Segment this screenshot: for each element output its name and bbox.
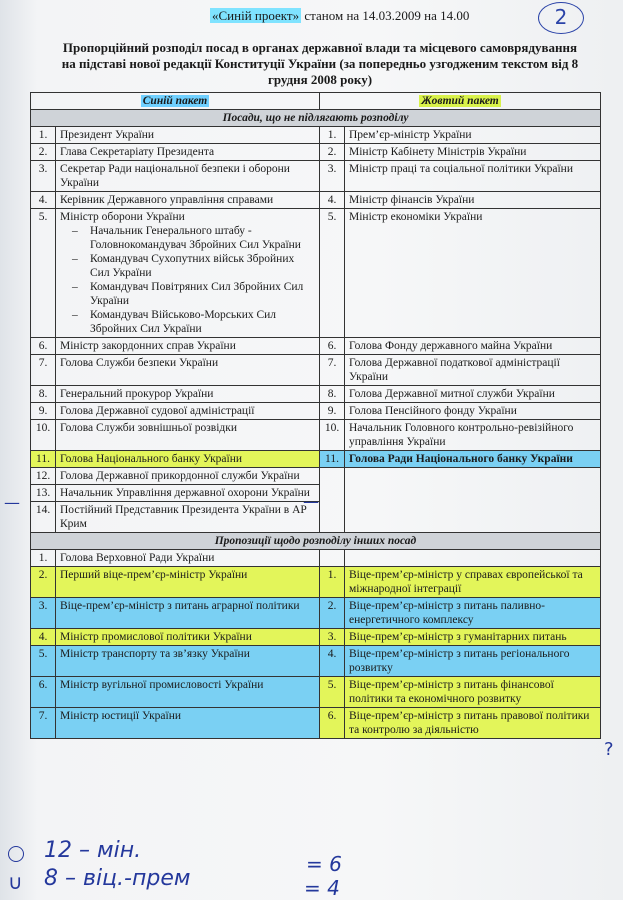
- handwritten-equals-4: = 4: [304, 876, 340, 900]
- handwritten-equals-6: = 6: [306, 852, 342, 876]
- section-not-distributed: Посади, що не підлягають розподілу: [31, 110, 601, 127]
- sub-item: – Начальник Генерального штабу - Головнокомандувач Збройних Сил України: [60, 224, 315, 252]
- table-row-highlighted: 11. Голова Національного банку України 11. Голова Ради Національного банку України: [31, 451, 601, 468]
- table-row: 14. Постійний Представник Президента України в АР Крим: [31, 502, 601, 533]
- table-row: 6. Міністр вугільної промисловості України 5. Віце-прем’єр-міністр з питань фінансової політики та економічного розвитку: [31, 677, 601, 708]
- table-row: 12. Голова Державної прикордонної служби України: [31, 468, 601, 485]
- table-row: 1. Президент України 1. Прем’єр-міністр України: [31, 127, 601, 144]
- table-row: 8. Генеральний прокурор України 8. Голова Державної митної служби України: [31, 386, 601, 403]
- check-mark-icon: ∪: [8, 870, 23, 894]
- column-header-row: [31, 93, 601, 110]
- project-name: «Синій проект»: [212, 8, 300, 23]
- table-row: 13. Начальник Управління державної охорони України: [31, 485, 601, 502]
- margin-dash-mark: —: [4, 493, 20, 512]
- table-row: 6. Міністр закордонних справ України 6. Голова Фонду державного майна України: [31, 338, 601, 355]
- table-row: 4. Керівник Державного управління справами 4. Міністр фінансів України: [31, 192, 601, 209]
- document-header: [210, 8, 469, 24]
- handwritten-note-vice-premiers: 8 – віц.-прем: [44, 866, 191, 891]
- table-row: 3. Віце-прем’єр-міністр з питань аграрної політики 2. Віце-прем’єр-міністр з питань паливно-енергетичного комплексу: [31, 598, 601, 629]
- page-title: Пропорційний розподіл посад в органах державної влади та місцевого самоврядування на підставі нової редакції Конституції України (за попередньо узгодженим текстом від 8 грудня 2008 року): [61, 40, 579, 87]
- table-row: 5. Міністр оборони України – Начальник Генерального штабу - Головнокомандувач Збройних Сил України – Командувач Сухопутних військ Збройних Сил України – Командувач Повітряних Сил Збройних Сил України – Командувач Військово-Морських Сил Збройних Сил України 5. Міністр економіки України: [31, 209, 601, 338]
- table-row: 3. Секретар Ради національної безпеки і оборони України 3. Міністр праці та соціальної політики України: [31, 161, 601, 192]
- distribution-table: [30, 92, 601, 739]
- table-row: 9. Голова Державної судової адміністрації 9. Голова Пенсійного фонду України: [31, 403, 601, 420]
- handwritten-note-ministers: 12 – мін.: [44, 838, 142, 863]
- circle-symbol-icon: [8, 846, 24, 862]
- sub-item: – Командувач Повітряних Сил Збройних Сил України: [60, 280, 315, 308]
- table-row: 7. Голова Служби безпеки України 7. Голова Державної податкової адміністрації України: [31, 355, 601, 386]
- table-row: 10. Голова Служби зовнішньої розвідки 10. Начальник Головного контрольно-ревізійного управління України: [31, 420, 601, 451]
- question-mark: ?: [604, 739, 614, 760]
- defence-minister: Міністр оборони України: [60, 211, 185, 223]
- table-row: 4. Міністр промислової політики України 3. Віце-прем’єр-міністр з гуманітарних питань: [31, 629, 601, 646]
- table-row: 2. Перший віце-прем’єр-міністр України 1. Віце-прем’єр-міністр у справах європейської та міжнародної інтеграції: [31, 567, 601, 598]
- sub-item: – Командувач Сухопутних військ Збройних Сил України: [60, 252, 315, 280]
- table-row: 1. Голова Верховної Ради України: [31, 550, 601, 567]
- page-number: 2: [538, 2, 584, 34]
- column-blue-header: Синій пакет: [142, 95, 208, 107]
- margin-dash-mark: —: [303, 492, 319, 511]
- section-proposals: Пропозиції щодо розподілу інших посад: [31, 533, 601, 550]
- table-row: 7. Міністр юстиції України 6. Віце-прем’єр-міністр з питань правової політики та контролю за діяльністю: [31, 708, 601, 739]
- table-row: 5. Міністр транспорту та зв’язку України 4. Віце-прем’єр-міністр з питань регіонального розвитку: [31, 646, 601, 677]
- status-date: станом на 14.03.2009 на 14.00: [304, 8, 470, 23]
- sub-item: – Командувач Військово-Морських Сил Збройних Сил України: [60, 308, 315, 336]
- column-yellow-header: Жовтий пакет: [421, 95, 499, 107]
- table-row: 2. Глава Секретаріату Президента 2. Міністр Кабінету Міністрів України: [31, 144, 601, 161]
